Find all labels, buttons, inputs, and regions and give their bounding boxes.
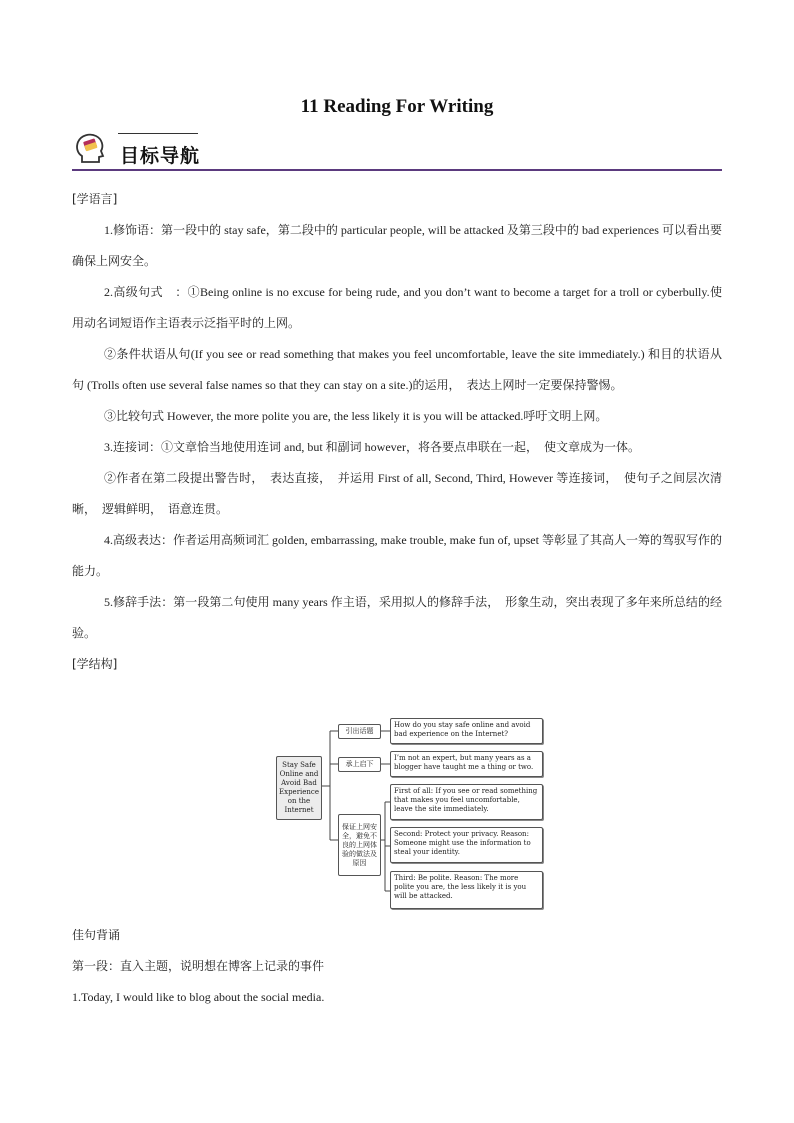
diagram-detail-4: Second: Protect your privacy. Reason: Someone might use the information to steal your identity. bbox=[390, 827, 543, 863]
paragraph-6: ②作者在第二段提出警告时， 表达直接， 并运用 First of all, Second, Third, However 等连接词， 使句子之间层次清晰， 逻辑鲜明， 语意连贯。 bbox=[72, 471, 722, 516]
header-accent-line bbox=[118, 133, 198, 134]
diagram-mid-2: 承上启下 bbox=[338, 757, 381, 772]
good-sentences-section bbox=[72, 920, 722, 1013]
paragraph-1: 1.修饰语：第一段中的 stay safe，第二段中的 particular people, will be attacked 及第三段中的 bad experiences 可以看出要确保上网安全。 bbox=[72, 223, 722, 268]
paragraph-7: 4.高级表达：作者运用高频词汇 golden, embarrassing, make trouble, make fun of, upset 等彰显了其高人一筹的驾驭写作的能力。 bbox=[72, 533, 722, 578]
head-book-icon bbox=[74, 132, 108, 166]
good-sentences-label: 佳句背诵 bbox=[72, 928, 121, 942]
section-header bbox=[72, 128, 722, 172]
diagram-mid-3: 保证上网安全，避免不良的上网体验的做法及原因 bbox=[338, 814, 381, 876]
paragraph-8: 5.修辞手法：第一段第二句使用 many years 作主语，采用拟人的修辞手法， 形象生动，突出表现了多年来所总结的经验。 bbox=[72, 595, 722, 640]
analysis-text bbox=[72, 184, 722, 680]
diagram-detail-5: Third: Be polite. Reason: The more polite you are, the less likely it is you will be attacked. bbox=[390, 871, 543, 909]
structure-diagram bbox=[276, 716, 546, 912]
learn-language-label: [学语言] bbox=[72, 192, 118, 206]
page-title: 11 Reading For Writing bbox=[300, 96, 494, 117]
diagram-detail-1: How do you stay safe online and avoid bad experience on the Internet? bbox=[390, 718, 543, 744]
diagram-root: Stay Safe Online and Avoid Bad Experience on the Internet bbox=[276, 756, 322, 820]
diagram-mid-1: 引出话题 bbox=[338, 724, 381, 739]
paragraph-4: ③比较句式 However, the more polite you are, the less likely it is you will be attacked.呼吁文明上网。 bbox=[104, 409, 608, 423]
paragraph-5: 3.连接词：①文章恰当地使用连词 and, but 和副词 however，将各要点串联在一起， 使文章成为一体。 bbox=[104, 440, 640, 454]
diagram-detail-2: I’m not an expert, but many years as a blogger have taught me a thing or two. bbox=[390, 751, 543, 777]
section-heading: 目标导航 bbox=[120, 145, 201, 167]
learn-structure-label: [学结构] bbox=[72, 657, 118, 671]
para1-heading: 第一段：直入主题，说明想在博客上记录的事件 bbox=[72, 959, 325, 973]
paragraph-3: ②条件状语从句(If you see or read something that makes you feel uncomfortable, leave the site immediately.) 和目的状语从句 (Trolls often use several false names so that they can stay on a site.)的运用， 表达上网时一定要保持警惕。 bbox=[72, 347, 722, 392]
diagram-detail-3: First of all: If you see or read something that makes you feel uncomfortable, leave the site immediately. bbox=[390, 784, 543, 820]
paragraph-2: 2.高级句式 ：①Being online is no excuse for being rude, and you don’t want to become a target for a troll or cyberbully.使用动名词短语作主语表示泛指平时的上网。 bbox=[72, 285, 722, 330]
sentence-1: 1.Today, I would like to blog about the social media. bbox=[72, 990, 325, 1004]
header-divider bbox=[72, 169, 722, 171]
